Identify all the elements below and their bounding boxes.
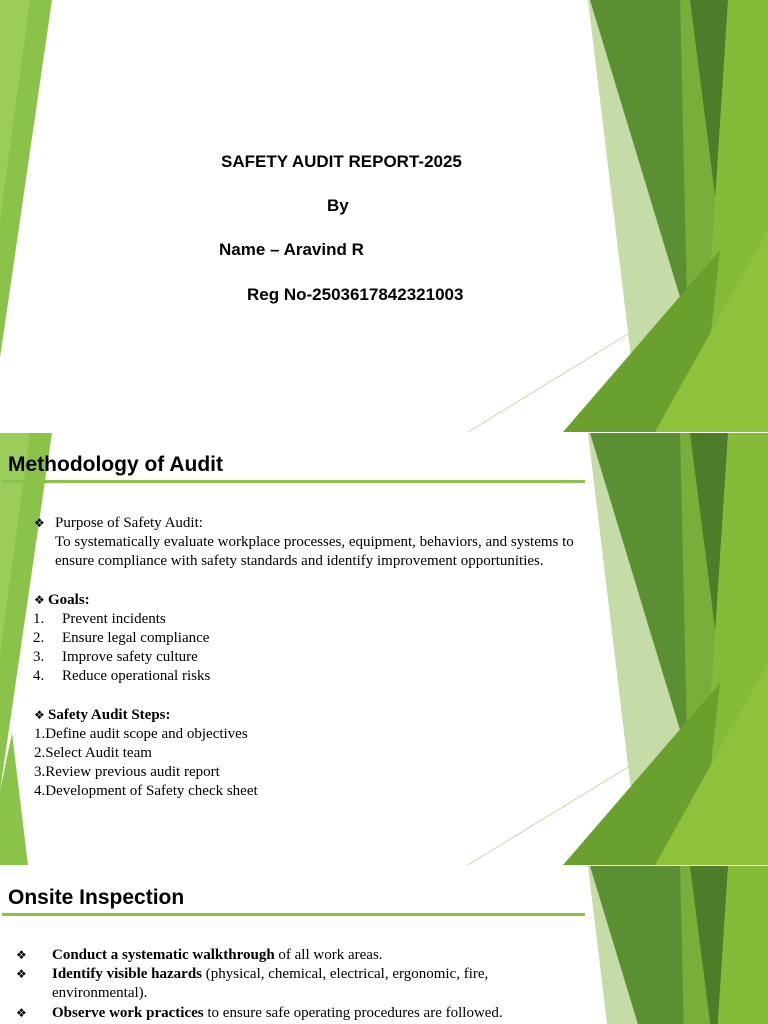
- steps-label: Safety Audit Steps:: [48, 706, 171, 723]
- heading-underline: [2, 480, 585, 483]
- step-item: 2.Select Audit team: [34, 745, 152, 762]
- bullet-icon: ❖: [34, 707, 45, 722]
- step-item: 3.Review previous audit report: [34, 764, 220, 781]
- methodology-heading: Methodology of Audit: [8, 453, 224, 476]
- purpose-text: To systematically evaluate workplace processes, equipment, behaviors, and systems to ensure compliance with safety standards and identify improvement opportunities.: [55, 534, 574, 570]
- inspection-item: ❖ Conduct a systematic walkthrough of all work areas.: [34, 946, 534, 965]
- report-title: SAFETY AUDIT REPORT-2025: [221, 152, 462, 171]
- goal-item: 4. Reduce operational risks: [33, 668, 211, 685]
- purpose-label: Purpose of Safety Audit:: [55, 515, 203, 531]
- slide-title: [0, 0, 768, 432]
- bullet-icon: ❖: [16, 967, 27, 982]
- bullet-icon: ❖: [34, 592, 45, 607]
- steps-label-row: [34, 706, 579, 725]
- heading-underline: [2, 913, 585, 916]
- goal-item: 1. Prevent incidents: [33, 610, 166, 627]
- bullet-icon: ❖: [16, 1005, 27, 1020]
- onsite-body: [16, 946, 534, 1023]
- slide-decoration: [0, 0, 768, 432]
- goal-item: 2. Ensure legal compliance: [33, 630, 210, 647]
- inspection-item: ❖ Observe work practices to ensure safe operating procedures are followed.: [34, 1004, 534, 1023]
- inspection-item: ❖ Identify visible hazards (physical, chemical, electrical, ergonomic, fire, environmental).: [16, 966, 489, 1002]
- purpose-block: [34, 514, 579, 572]
- step-item: 1.Define audit scope and objectives: [34, 725, 248, 742]
- onsite-heading: Onsite Inspection: [8, 886, 185, 909]
- goals-label-row: [34, 591, 579, 610]
- bullet-icon: ❖: [16, 948, 27, 962]
- goals-label: Goals:: [48, 591, 90, 608]
- slide-onsite-inspection: [0, 866, 768, 1024]
- step-item: 4.Development of Safety check sheet: [34, 783, 258, 800]
- goal-item: 3. Improve safety culture: [33, 649, 198, 666]
- bullet-icon: ❖: [34, 516, 45, 530]
- reg-number: Reg No-2503617842321003: [247, 285, 464, 304]
- by-line: By: [327, 196, 349, 215]
- methodology-body: [34, 514, 579, 802]
- author-name: Name – Aravind R: [219, 240, 364, 259]
- slide-methodology: [0, 433, 768, 865]
